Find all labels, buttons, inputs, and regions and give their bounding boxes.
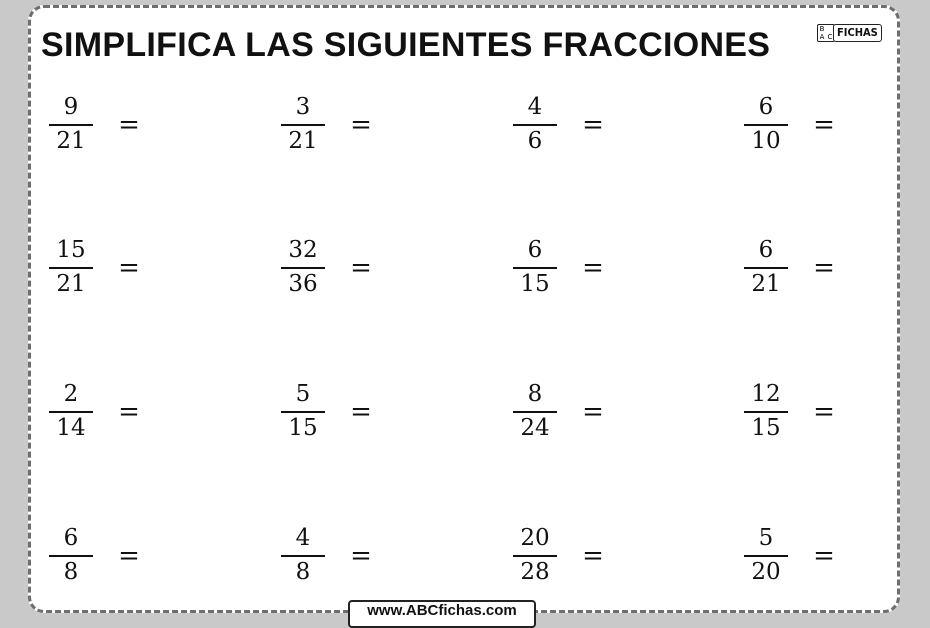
fraction-denominator: 20 — [751, 559, 781, 585]
logo-text: FICHAS — [833, 24, 882, 42]
fraction-bar — [744, 267, 788, 269]
equals-sign: = — [582, 397, 604, 427]
fraction-bar — [744, 411, 788, 413]
fraction-denominator: 24 — [520, 415, 550, 441]
fraction-denominator: 21 — [751, 271, 781, 297]
fraction-bar — [281, 267, 325, 269]
fraction-numerator: 15 — [56, 237, 86, 263]
fraction — [744, 94, 788, 155]
equals-sign: = — [813, 397, 835, 427]
fraction-numerator: 6 — [758, 94, 774, 120]
fraction-denominator: 36 — [288, 271, 318, 297]
fraction-bar — [744, 124, 788, 126]
fraction-bar — [49, 555, 93, 557]
equals-sign: = — [118, 541, 140, 571]
worksheet — [28, 5, 900, 613]
fraction-denominator: 21 — [56, 128, 86, 154]
fraction — [281, 237, 325, 298]
equals-sign: = — [582, 110, 604, 140]
equals-sign: = — [350, 253, 372, 283]
equals-sign: = — [813, 541, 835, 571]
fraction-bar — [281, 411, 325, 413]
fraction-numerator: 6 — [527, 237, 543, 263]
equals-sign: = — [582, 541, 604, 571]
fraction — [744, 525, 788, 586]
fraction-numerator: 32 — [288, 237, 318, 263]
fraction — [281, 381, 325, 442]
equals-sign: = — [118, 397, 140, 427]
fraction-bar — [513, 267, 557, 269]
fraction-denominator: 28 — [520, 559, 550, 585]
equals-sign: = — [582, 253, 604, 283]
fraction — [49, 237, 93, 298]
fraction-denominator: 8 — [295, 559, 311, 585]
fraction-denominator: 6 — [527, 128, 543, 154]
fraction-numerator: 12 — [751, 381, 781, 407]
fraction — [49, 525, 93, 586]
fraction-numerator: 5 — [758, 525, 774, 551]
fraction — [49, 381, 93, 442]
equals-sign: = — [813, 253, 835, 283]
fraction-bar — [513, 555, 557, 557]
fraction-numerator: 9 — [63, 94, 79, 120]
fraction — [281, 525, 325, 586]
fraction-denominator: 10 — [751, 128, 781, 154]
abcfichas-logo — [817, 22, 882, 44]
fraction — [513, 94, 557, 155]
fraction-bar — [744, 555, 788, 557]
fraction-numerator: 6 — [758, 237, 774, 263]
fraction-numerator: 4 — [527, 94, 543, 120]
fraction-bar — [49, 411, 93, 413]
equals-sign: = — [118, 110, 140, 140]
fraction-bar — [513, 411, 557, 413]
fraction — [744, 381, 788, 442]
fraction — [513, 525, 557, 586]
fraction — [744, 237, 788, 298]
fraction-bar — [513, 124, 557, 126]
fraction-denominator: 21 — [288, 128, 318, 154]
abc-cube-icon: B A C — [817, 24, 835, 42]
fraction-numerator: 3 — [295, 94, 311, 120]
fraction-bar — [49, 124, 93, 126]
equals-sign: = — [350, 541, 372, 571]
equals-sign: = — [350, 397, 372, 427]
fraction-numerator: 6 — [63, 525, 79, 551]
fraction-bar — [49, 267, 93, 269]
fraction-denominator: 15 — [288, 415, 318, 441]
fraction — [513, 237, 557, 298]
fraction-denominator: 15 — [751, 415, 781, 441]
fraction-bar — [281, 124, 325, 126]
page-title: SIMPLIFICA LAS SIGUIENTES FRACCIONES — [41, 26, 771, 64]
fraction-denominator: 8 — [63, 559, 79, 585]
fraction-numerator: 2 — [63, 381, 79, 407]
fraction-numerator: 8 — [527, 381, 543, 407]
fraction-denominator: 21 — [56, 271, 86, 297]
fraction-denominator: 15 — [520, 271, 550, 297]
equals-sign: = — [813, 110, 835, 140]
fraction — [281, 94, 325, 155]
equals-sign: = — [350, 110, 372, 140]
fraction — [513, 381, 557, 442]
fraction-numerator: 4 — [295, 525, 311, 551]
footer-url: www.ABCfichas.com — [348, 600, 536, 628]
equals-sign: = — [118, 253, 140, 283]
fraction-numerator: 5 — [295, 381, 311, 407]
fraction-numerator: 20 — [520, 525, 550, 551]
fraction — [49, 94, 93, 155]
fraction-denominator: 14 — [56, 415, 86, 441]
fraction-bar — [281, 555, 325, 557]
